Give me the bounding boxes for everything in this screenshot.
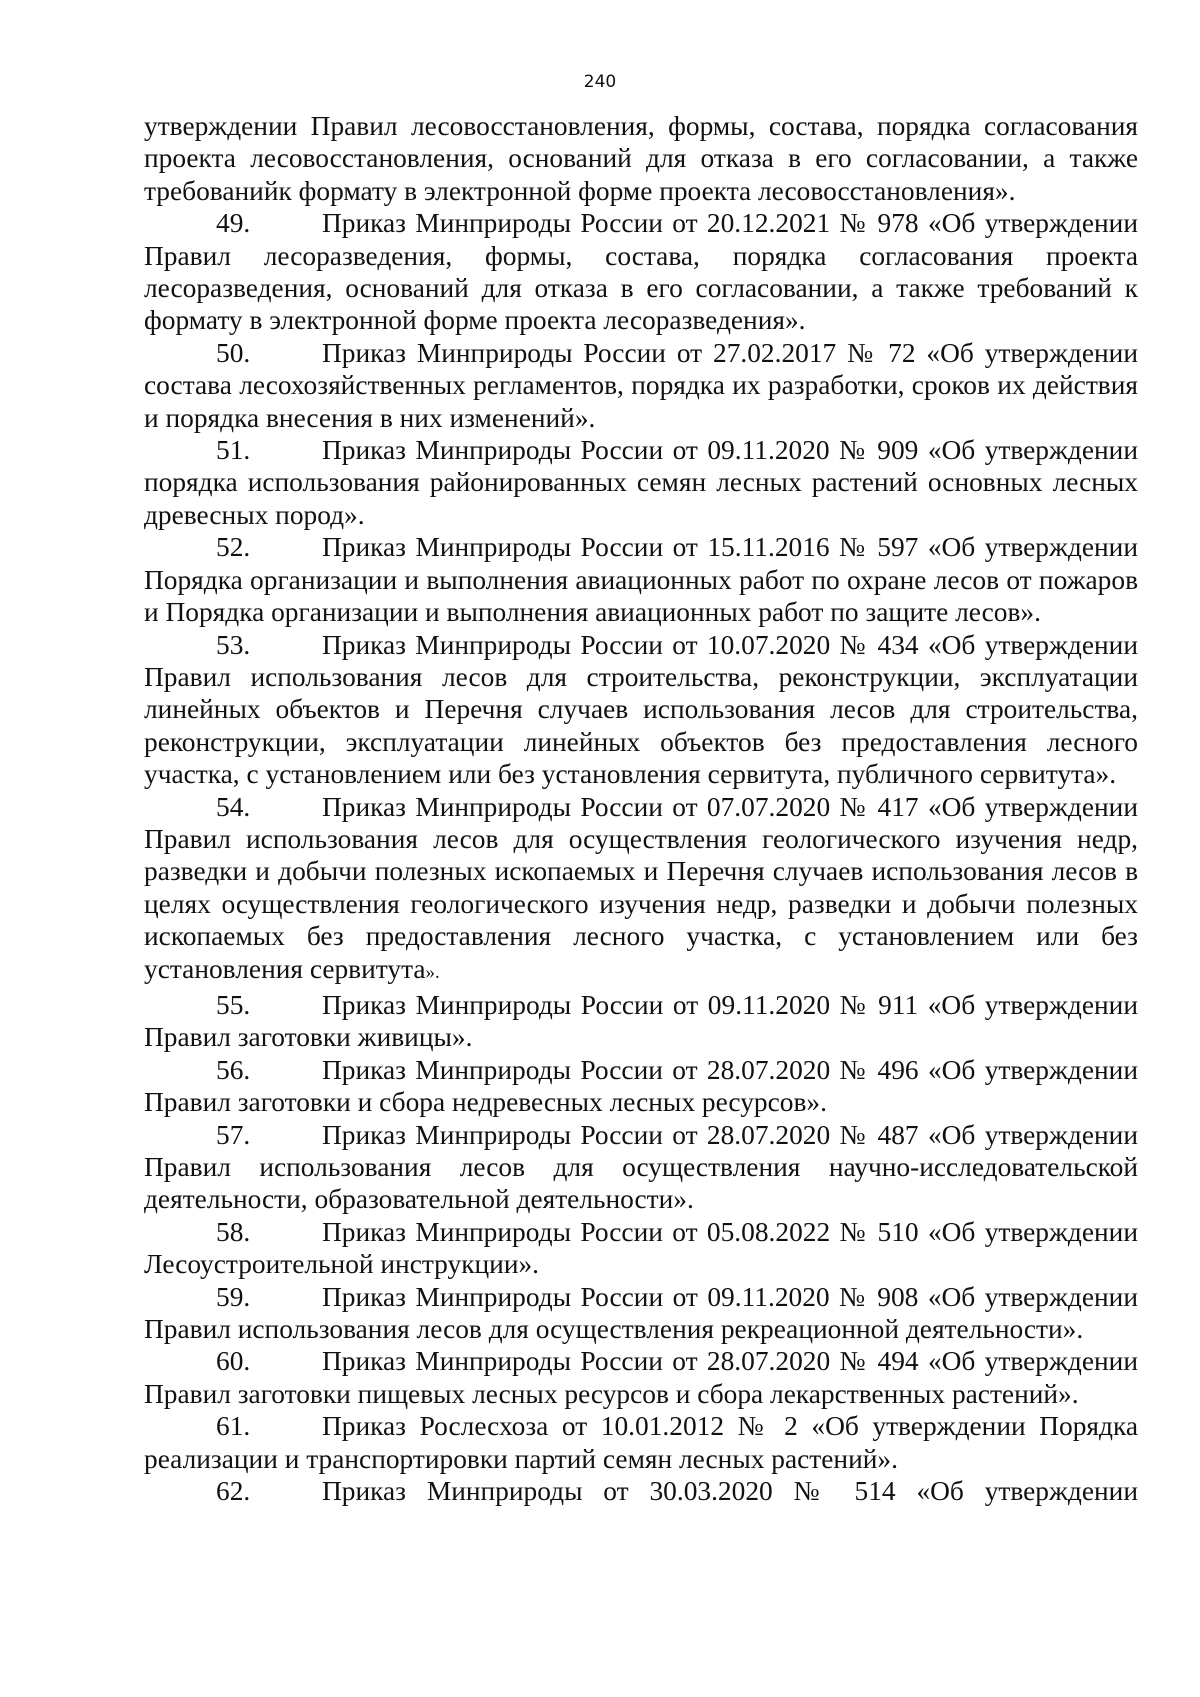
item-number: 57.: [216, 1119, 251, 1150]
list-item-50: [144, 337, 1138, 434]
item-text: Приказ Минприроды России от 09.11.2020 № 909 «Об утверждении порядка использования районированных семян лесных растений основных лесных древесных пород».: [144, 435, 1138, 530]
document-body: [144, 110, 1138, 1507]
item-text: Приказ Минприроды России от 09.11.2020 № 911 «Об утверждении Правил заготовки живицы».: [144, 989, 1138, 1053]
item-number: 50.: [216, 337, 251, 368]
list-item-54: [144, 791, 1138, 989]
list-item-55: [144, 989, 1138, 1054]
item-number: 51.: [216, 435, 251, 466]
list-item-56: [144, 1054, 1138, 1119]
item-text: Приказ Минприроды России от 28.07.2020 № 494 «Об утверждении Правил заготовки пищевых лесных ресурсов и сбора лекарственных растений».: [144, 1346, 1138, 1409]
list-item-52: [144, 531, 1138, 628]
list-item-57: [144, 1119, 1138, 1216]
item-text: Приказ Минприроды России от 28.07.2020 № 496 «Об утверждении Правил заготовки и сбора недревесных лесных ресурсов».: [144, 1054, 1138, 1118]
list-item-53: [144, 629, 1138, 791]
item-text: Приказ Минприроды России от 10.07.2020 № 434 «Об утверждении Правил использования лесов для строительства, реконструкции, эксплуатации линейных объектов и Перечня случаев использования лесов для строительства, реконструкции, эксплуатации линейных объектов без предоставления лесного участка, с установлением или без установления сервитута, публичного сервитута».: [144, 629, 1138, 790]
list-item-60: [144, 1345, 1138, 1410]
item-number: 59.: [216, 1281, 251, 1312]
item-number: 53.: [216, 629, 251, 660]
lead-paragraph: утверждении Правил лесовосстановления, формы, состава, порядка согласования проекта лесовосстановления, оснований для отказа в его согласовании, а также требованийк формату в электронной форме проекта лесовосстановления».: [144, 111, 1138, 206]
item-text: Приказ Рослесхоза от 10.01.2012 № 2 «Об утверждении Порядка реализации и транспортировки партий семян лесных растений».: [144, 1411, 1138, 1474]
item-text: Приказ Минприроды России от 07.07.2020 № 417 «Об утверждении Правил использования лесов для осуществления геологического изучения недр, разведки и добычи полезных ископаемых и Перечня случаев использования лесов в целях осуществления геологического изучения недр, разведки и добычи полезных ископаемых без предоставления лесного участка, с установлением или без установления сервитута: [144, 791, 1138, 984]
item-text: Приказ Минприроды от 30.03.2020 № 514 «Об утверждении: [322, 1476, 1138, 1507]
page-number: 240: [583, 72, 617, 92]
item-number: 56.: [216, 1054, 251, 1085]
list-item-51: [144, 434, 1138, 531]
list-item-61: [144, 1410, 1138, 1475]
item-number: 52.: [216, 532, 251, 563]
item-text: Приказ Минприроды России от 05.08.2022 № 510 «Об утверждении Лесоустроительной инструкции».: [144, 1216, 1138, 1280]
list-item-62: [144, 1475, 1138, 1507]
list-item-49: [144, 207, 1138, 337]
item-text: Приказ Минприроды России от 28.07.2020 № 487 «Об утверждении Правил использования лесов для осуществления научно-исследовательской деятельности, образовательной деятельности».: [144, 1119, 1138, 1215]
item-number: 60.: [216, 1346, 251, 1377]
item-text: Приказ Минприроды России от 27.02.2017 № 72 «Об утверждении состава лесохозяйственных регламентов, порядка их разработки, сроков их действия и порядка внесения в них изменений».: [144, 337, 1138, 433]
item-number: 49.: [216, 208, 251, 239]
item-number: 62.: [216, 1476, 251, 1507]
item-number: 54.: [216, 791, 251, 822]
item-text: Приказ Минприроды России от 20.12.2021 № 978 «Об утверждении Правил лесоразведения, формы, состава, порядка согласования проекта лесоразведения, оснований для отказа в его согласовании, а также требований к формату в электронной форме проекта лесоразведения».: [144, 208, 1138, 336]
item-number: 61.: [216, 1411, 251, 1442]
list-item-58: [144, 1216, 1138, 1281]
item-text: Приказ Минприроды России от 09.11.2020 № 908 «Об утверждении Правил использования лесов для осуществления рекреационной деятельности».: [144, 1281, 1138, 1345]
item-number: 58.: [216, 1216, 251, 1247]
list-item-59: [144, 1281, 1138, 1346]
item-number: 55.: [216, 989, 251, 1020]
item-text-tail: ».: [425, 961, 440, 983]
item-text: Приказ Минприроды России от 15.11.2016 № 597 «Об утверждении Порядка организации и выполнения авиационных работ по охране лесов от пожаров и Порядка организации и выполнения авиационных работ по защите лесов».: [144, 532, 1138, 628]
